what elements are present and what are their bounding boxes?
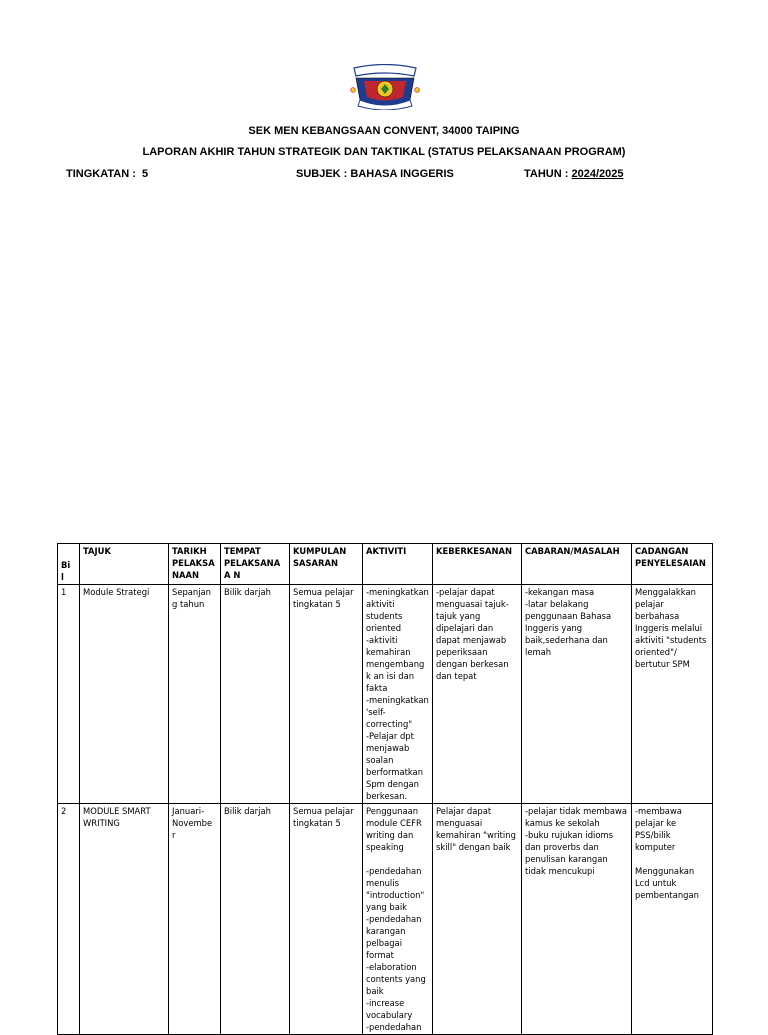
- cell-aktiviti: -meningkatkan aktiviti students oriented -aktiviti kemahiran mengembangk an isi dan fakta -meningkatkan 'self- correcting" -Pelajar dpt menjawab soalan berformatkan Spm dengan berkesan.: [363, 585, 433, 804]
- subjek-label: SUBJEK :: [296, 168, 348, 180]
- tingkatan-field: [66, 168, 148, 180]
- cell-tarikh: Januari- Novembe r: [169, 804, 221, 1035]
- cell-aktiviti: Penggunaan module CEFR writing dan speaking -pendedahan menulis "introduction" yang baik -pendedahan karangan pelbagai format -elaboration contents yang baik -increase vocabulary -pendedahan: [363, 804, 433, 1035]
- header-tajuk: TAJUK: [80, 544, 169, 585]
- cell-kumpulan: Semua pelajar tingkatan 5: [290, 585, 363, 804]
- table-header-row: [58, 544, 713, 585]
- header-cadangan: CADANGAN PENYELESAIAN: [632, 544, 713, 585]
- cell-tarikh: Sepanjan g tahun: [169, 585, 221, 804]
- cell-cabaran: -kekangan masa -latar belakang penggunaan Bahasa Inggeris yang baik,sederhana dan lemah: [522, 585, 632, 804]
- school-crest-logo: [350, 64, 420, 110]
- cell-keberkesanan: -pelajar dapat menguasai tajuk- tajuk yang dipelajari dan dapat menjawab peperiksaan dengan berkesan dan tepat: [433, 585, 522, 804]
- header-tempat: TEMPAT PELAKSANAA N: [221, 544, 290, 585]
- header-kumpulan: KUMPULAN SASARAN: [290, 544, 363, 585]
- cell-tempat: Bilik darjah: [221, 585, 290, 804]
- table-row: [58, 804, 713, 1035]
- cell-tajuk: MODULE SMART WRITING: [80, 804, 169, 1035]
- header-keberkesanan: KEBERKESANAN: [433, 544, 522, 585]
- tahun-value: 2024/2025: [571, 168, 624, 180]
- subjek-value: BAHASA INGGERIS: [350, 168, 454, 180]
- report-title-heading: LAPORAN AKHIR TAHUN STRATEGIK DAN TAKTIKAL (STATUS PELAKSANAAN PROGRAM): [142, 146, 626, 158]
- tingkatan-label: TINGKATAN :: [66, 168, 136, 180]
- cell-cadangan: -membawa pelajar ke PSS/bilik komputer Menggunakan Lcd untuk pembentangan: [632, 804, 713, 1035]
- tahun-label: TAHUN :: [524, 168, 569, 180]
- cell-bil: 2: [58, 804, 80, 1035]
- cell-kumpulan: Semua pelajar tingkatan 5: [290, 804, 363, 1035]
- subjek-field: [296, 168, 454, 180]
- cell-cadangan: Menggalakkan pelajar berbahasa Inggeris melalui aktiviti "students oriented"/ bertutur SPM: [632, 585, 713, 804]
- cell-tempat: Bilik darjah: [221, 804, 290, 1035]
- school-name-heading: SEK MEN KEBANGSAAN CONVENT, 34000 TAIPING: [248, 125, 520, 137]
- cell-keberkesanan: Pelajar dapat menguasai kemahiran "writing skill" dengan baik: [433, 804, 522, 1035]
- cell-cabaran: -pelajar tidak membawa kamus ke sekolah -buku rujukan idioms dan proverbs dan penulisan karangan tidak mencukupi: [522, 804, 632, 1035]
- cell-bil: 1: [58, 585, 80, 804]
- cell-tajuk: Module Strategi: [80, 585, 169, 804]
- tahun-field: [524, 168, 623, 180]
- header-cabaran: CABARAN/MASALAH: [522, 544, 632, 585]
- header-tarikh: TARIKH PELAKSA NAAN: [169, 544, 221, 585]
- header-bil: Bi l: [58, 544, 80, 585]
- table-row: [58, 585, 713, 804]
- tingkatan-value: 5: [141, 168, 149, 180]
- program-status-table: [57, 543, 713, 1035]
- header-aktiviti: AKTIVITI: [363, 544, 433, 585]
